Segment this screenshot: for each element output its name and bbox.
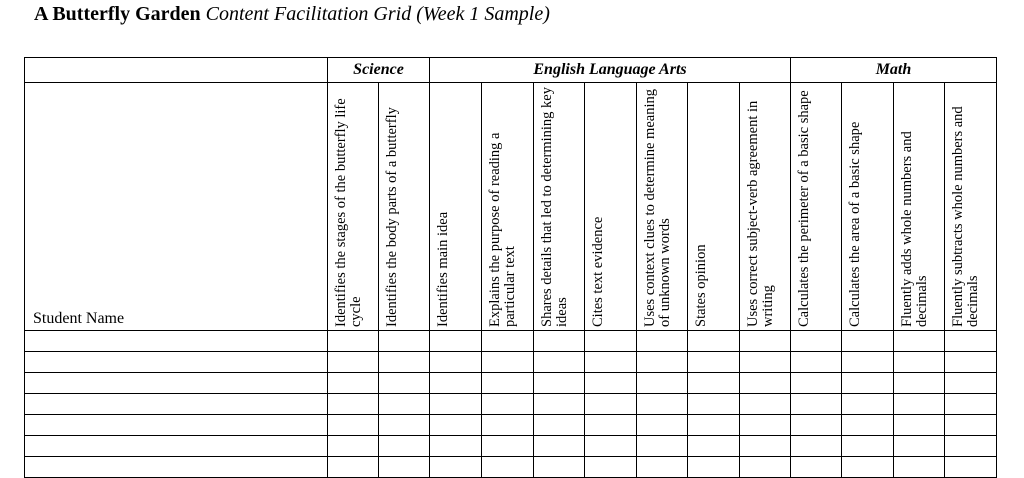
skill-header-cell: [585, 83, 637, 331]
student-name-cell[interactable]: [25, 331, 328, 352]
skill-check-cell[interactable]: [585, 352, 637, 373]
skill-check-cell[interactable]: [740, 373, 791, 394]
student-row: [25, 457, 997, 478]
skill-check-cell[interactable]: [585, 436, 637, 457]
skill-header-cell: [482, 83, 534, 331]
skill-check-cell[interactable]: [379, 415, 430, 436]
skill-header-cell: [791, 83, 842, 331]
skill-check-cell[interactable]: [534, 415, 585, 436]
skill-check-cell[interactable]: [328, 457, 379, 478]
skill-check-cell[interactable]: [482, 457, 534, 478]
skill-header-cell: [379, 83, 430, 331]
skill-check-cell[interactable]: [945, 373, 997, 394]
skill-check-cell[interactable]: [379, 457, 430, 478]
skill-check-cell[interactable]: [842, 331, 894, 352]
skill-check-cell[interactable]: [688, 457, 740, 478]
skill-check-cell[interactable]: [688, 352, 740, 373]
skill-check-cell[interactable]: [894, 415, 945, 436]
skill-check-cell[interactable]: [430, 415, 482, 436]
skill-label: Calculates the area of a basic shape: [847, 121, 863, 327]
skill-check-cell[interactable]: [945, 331, 997, 352]
skill-check-cell[interactable]: [482, 436, 534, 457]
skill-check-cell[interactable]: [379, 436, 430, 457]
skill-header-cell: [430, 83, 482, 331]
student-row: [25, 331, 997, 352]
skill-check-cell[interactable]: [688, 436, 740, 457]
skill-check-cell[interactable]: [534, 331, 585, 352]
skill-check-cell[interactable]: [894, 331, 945, 352]
skill-check-cell[interactable]: [430, 457, 482, 478]
skill-check-cell[interactable]: [740, 457, 791, 478]
skill-check-cell[interactable]: [637, 352, 688, 373]
student-row: [25, 415, 997, 436]
student-name-cell[interactable]: [25, 436, 328, 457]
skill-check-cell[interactable]: [379, 331, 430, 352]
skill-check-cell[interactable]: [328, 373, 379, 394]
skill-check-cell[interactable]: [328, 394, 379, 415]
empty-corner-cell: [25, 58, 328, 83]
skill-check-cell[interactable]: [637, 415, 688, 436]
skill-header-cell: [688, 83, 740, 331]
skill-check-cell[interactable]: [894, 352, 945, 373]
skill-check-cell[interactable]: [637, 457, 688, 478]
skill-check-cell[interactable]: [894, 394, 945, 415]
skill-check-cell[interactable]: [430, 373, 482, 394]
subject-header-row: [25, 58, 997, 83]
skill-check-cell[interactable]: [328, 352, 379, 373]
skill-check-cell[interactable]: [585, 331, 637, 352]
skill-check-cell[interactable]: [740, 436, 791, 457]
skill-check-cell[interactable]: [688, 415, 740, 436]
skill-check-cell[interactable]: [379, 394, 430, 415]
skill-label: Fluently adds whole numbers and decimals: [899, 131, 930, 327]
skill-header-cell: [842, 83, 894, 331]
skill-check-cell[interactable]: [328, 331, 379, 352]
skill-check-cell[interactable]: [585, 394, 637, 415]
skill-check-cell[interactable]: [482, 415, 534, 436]
skill-check-cell[interactable]: [740, 415, 791, 436]
skill-check-cell[interactable]: [894, 373, 945, 394]
skill-check-cell[interactable]: [945, 394, 997, 415]
student-row: [25, 394, 997, 415]
page-title: [34, 2, 550, 26]
skill-check-cell[interactable]: [740, 394, 791, 415]
skill-check-cell[interactable]: [688, 373, 740, 394]
subject-math: Math: [791, 58, 997, 83]
skill-label: Uses correct subject-verb agreement in writing: [745, 100, 776, 327]
skill-check-cell[interactable]: [945, 457, 997, 478]
skill-check-cell[interactable]: [791, 394, 842, 415]
skill-check-cell[interactable]: [842, 457, 894, 478]
skill-check-cell[interactable]: [791, 415, 842, 436]
skill-check-cell[interactable]: [637, 394, 688, 415]
student-name-cell[interactable]: [25, 457, 328, 478]
skill-check-cell[interactable]: [534, 352, 585, 373]
skill-check-cell[interactable]: [534, 394, 585, 415]
skill-header-cell: [637, 83, 688, 331]
student-rows: [25, 331, 997, 478]
skill-check-cell[interactable]: [791, 352, 842, 373]
skill-check-cell[interactable]: [534, 373, 585, 394]
skill-header-cell: [740, 83, 791, 331]
skill-header-cell: [945, 83, 997, 331]
skill-check-cell[interactable]: [842, 394, 894, 415]
skill-check-cell[interactable]: [534, 457, 585, 478]
skill-check-cell[interactable]: [791, 373, 842, 394]
facilitation-grid: [24, 57, 997, 478]
skill-check-cell[interactable]: [791, 331, 842, 352]
skill-check-cell[interactable]: [585, 373, 637, 394]
skill-check-cell[interactable]: [430, 436, 482, 457]
student-row: [25, 373, 997, 394]
skill-check-cell[interactable]: [740, 352, 791, 373]
skill-check-cell[interactable]: [482, 331, 534, 352]
skill-check-cell[interactable]: [585, 457, 637, 478]
skill-label: Uses context clues to determine meaning of unknown words: [642, 89, 673, 327]
skill-check-cell[interactable]: [379, 352, 430, 373]
skill-label: States opinion: [693, 244, 709, 327]
skill-label: Cites text evidence: [590, 216, 606, 327]
skill-check-cell[interactable]: [637, 331, 688, 352]
student-name-cell[interactable]: [25, 373, 328, 394]
skill-check-cell[interactable]: [894, 436, 945, 457]
skill-check-cell[interactable]: [430, 352, 482, 373]
skill-check-cell[interactable]: [791, 436, 842, 457]
student-row: [25, 352, 997, 373]
skill-check-cell[interactable]: [585, 415, 637, 436]
skill-header-row: [25, 83, 997, 331]
skill-check-cell[interactable]: [842, 436, 894, 457]
skill-check-cell[interactable]: [842, 415, 894, 436]
student-name-cell[interactable]: [25, 394, 328, 415]
skill-label: Fluently subtracts whole numbers and decimals: [950, 106, 981, 327]
student-name-cell[interactable]: [25, 415, 328, 436]
skill-check-cell[interactable]: [482, 373, 534, 394]
skill-check-cell[interactable]: [688, 331, 740, 352]
skill-check-cell[interactable]: [945, 352, 997, 373]
skill-check-cell[interactable]: [842, 352, 894, 373]
skill-header-cell: [534, 83, 585, 331]
skill-label: Identifies the stages of the butterfly life cycle: [333, 98, 364, 327]
skill-check-cell[interactable]: [688, 394, 740, 415]
skill-check-cell[interactable]: [482, 394, 534, 415]
skill-label: Explains the purpose of reading a particular text: [487, 132, 518, 327]
skill-check-cell[interactable]: [637, 373, 688, 394]
skill-header-cell: [894, 83, 945, 331]
skill-check-cell[interactable]: [637, 436, 688, 457]
skill-check-cell[interactable]: [430, 394, 482, 415]
skill-check-cell[interactable]: [842, 373, 894, 394]
title-bold-text: A Butterfly Garden: [34, 3, 201, 25]
title-italic-text: Content Facilitation Grid (Week 1 Sample): [205, 3, 550, 25]
skill-label: Shares details that led to determining key ideas: [539, 87, 570, 327]
skill-header-cell: [328, 83, 379, 331]
skill-label: Identifies main idea: [435, 211, 451, 327]
skill-label: Calculates the perimeter of a basic shape: [796, 90, 812, 327]
skill-check-cell[interactable]: [791, 457, 842, 478]
subject-ela: English Language Arts: [430, 58, 791, 83]
skill-check-cell[interactable]: [534, 436, 585, 457]
skill-check-cell[interactable]: [482, 352, 534, 373]
subject-science: Science: [328, 58, 430, 83]
skill-check-cell[interactable]: [945, 415, 997, 436]
skill-check-cell[interactable]: [328, 436, 379, 457]
skill-check-cell[interactable]: [430, 331, 482, 352]
student-name-header: Student Name: [25, 83, 328, 331]
skill-label: Identifies the body parts of a butterfly: [384, 107, 400, 327]
skill-check-cell[interactable]: [894, 457, 945, 478]
skill-check-cell[interactable]: [328, 415, 379, 436]
skill-check-cell[interactable]: [740, 331, 791, 352]
skill-check-cell[interactable]: [945, 436, 997, 457]
skill-check-cell[interactable]: [379, 373, 430, 394]
student-name-cell[interactable]: [25, 352, 328, 373]
student-row: [25, 436, 997, 457]
